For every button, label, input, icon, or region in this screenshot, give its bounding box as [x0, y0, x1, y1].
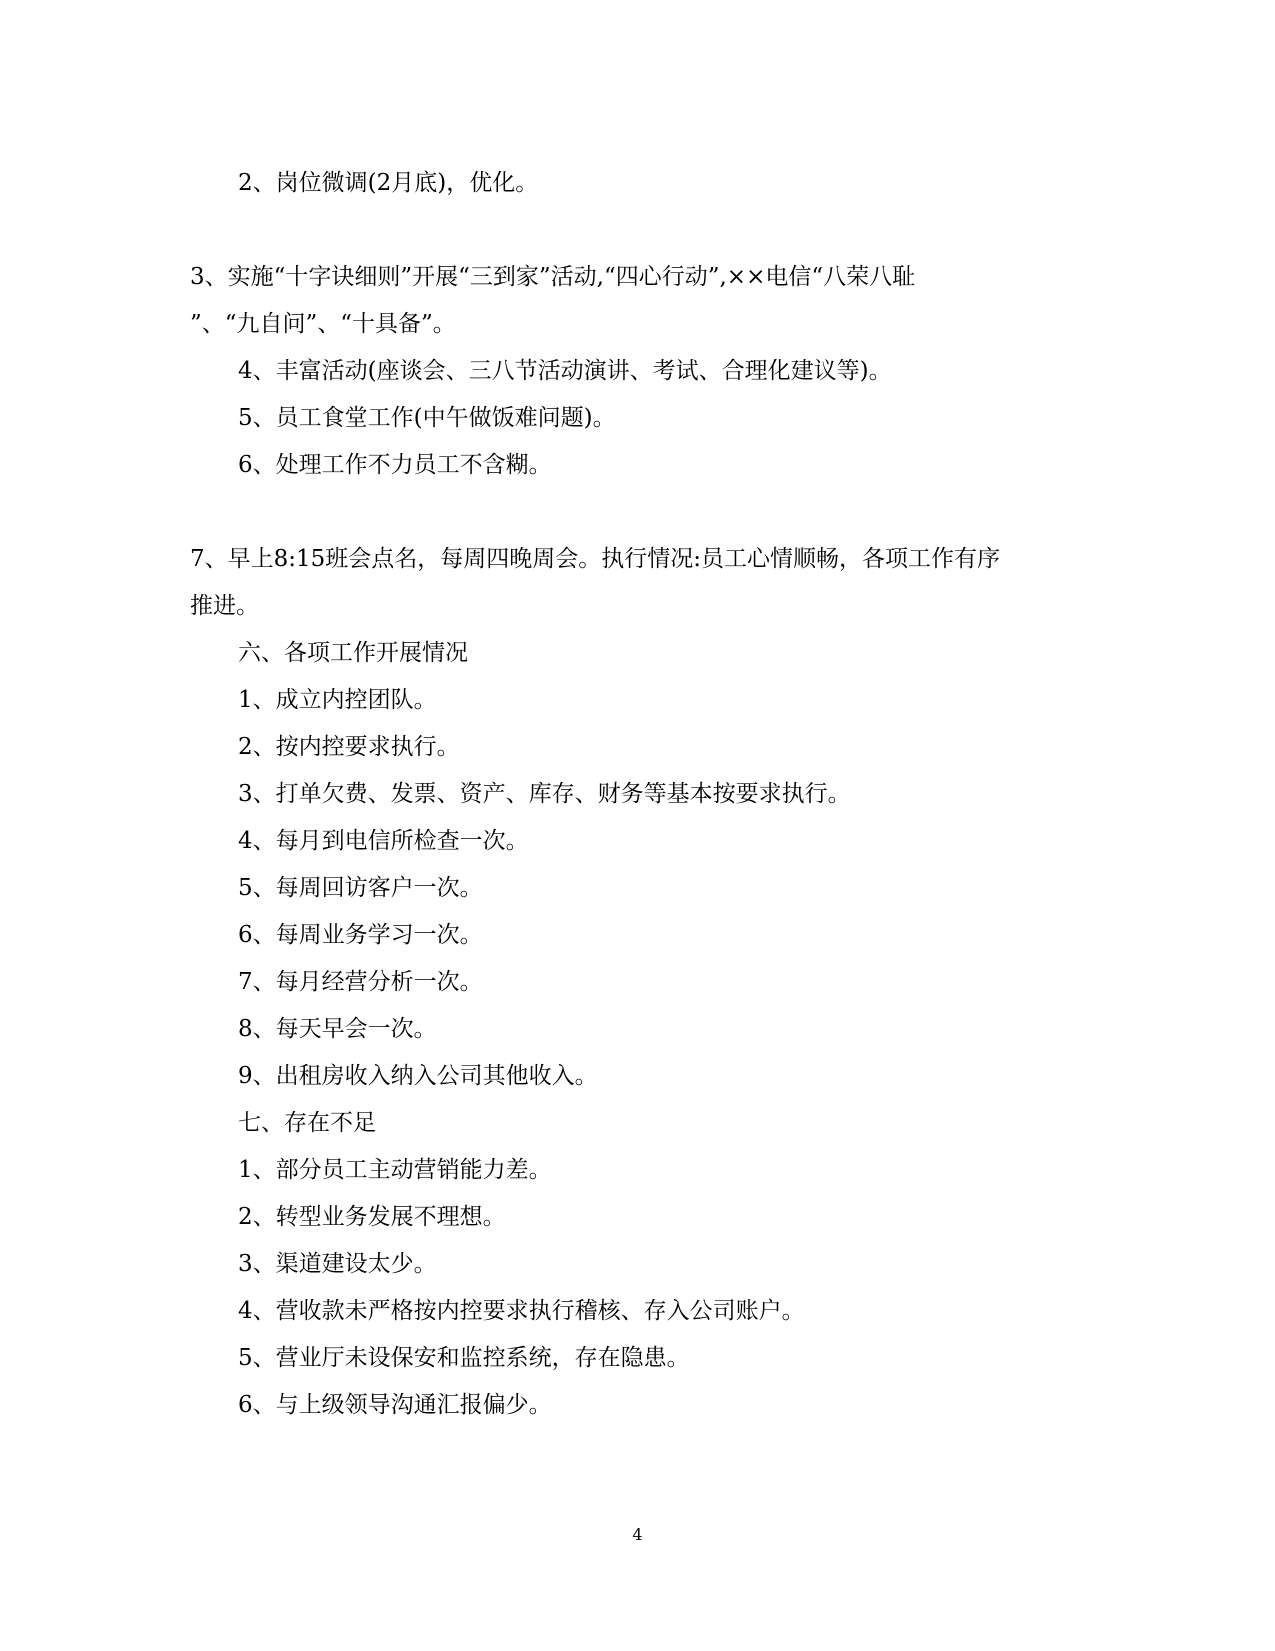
text-line: 6、处理工作不力员工不含糊。: [238, 452, 552, 478]
section-heading: 六、各项工作开展情况: [238, 640, 468, 666]
page-number: 4: [632, 1525, 643, 1544]
text-line: 7、早上8:15班会点名，每周四晚周会。执行情况:员工心情顺畅，各项工作有序: [190, 546, 1001, 572]
text-line: 7、每月经营分析一次。: [238, 969, 483, 995]
text-line: 6、与上级领导沟通汇报偏少。: [238, 1392, 552, 1418]
section-heading: 七、存在不足: [238, 1110, 376, 1136]
text-line: 3、打单欠费、发票、资产、库存、财务等基本按要求执行。: [238, 781, 851, 807]
text-line: 2、岗位微调(2月底)，优化。: [238, 170, 539, 196]
text-line: 5、营业厅未设保安和监控系统，存在隐患。: [238, 1345, 690, 1371]
text-line: 4、丰富活动(座谈会、三八节活动演讲、考试、合理化建议等)。: [238, 358, 892, 384]
text-line: 4、每月到电信所检查一次。: [238, 828, 529, 854]
text-line: 3、实施“十字诀细则”开展“三到家”活动,“四心行动”,××电信“八荣八耻: [190, 264, 916, 290]
text-line: 2、按内控要求执行。: [238, 734, 460, 760]
text-line: 推进。: [190, 593, 259, 619]
text-line: 6、每周业务学习一次。: [238, 922, 483, 948]
text-line: 3、渠道建设太少。: [238, 1251, 437, 1277]
text-line: 1、部分员工主动营销能力差。: [238, 1157, 552, 1183]
text-line: 5、员工食堂工作(中午做饭难问题)。: [238, 405, 616, 431]
text-line: 9、出租房收入纳入公司其他收入。: [238, 1063, 598, 1089]
text-line: 5、每周回访客户一次。: [238, 875, 483, 901]
text-line: 8、每天早会一次。: [238, 1016, 437, 1042]
text-line: 1、成立内控团队。: [238, 687, 437, 713]
text-line: ”、“九自问”、“十具备”。: [190, 311, 456, 337]
text-line: 4、营收款未严格按内控要求执行稽核、存入公司账户。: [238, 1298, 805, 1324]
text-line: 2、转型业务发展不理想。: [238, 1204, 506, 1230]
